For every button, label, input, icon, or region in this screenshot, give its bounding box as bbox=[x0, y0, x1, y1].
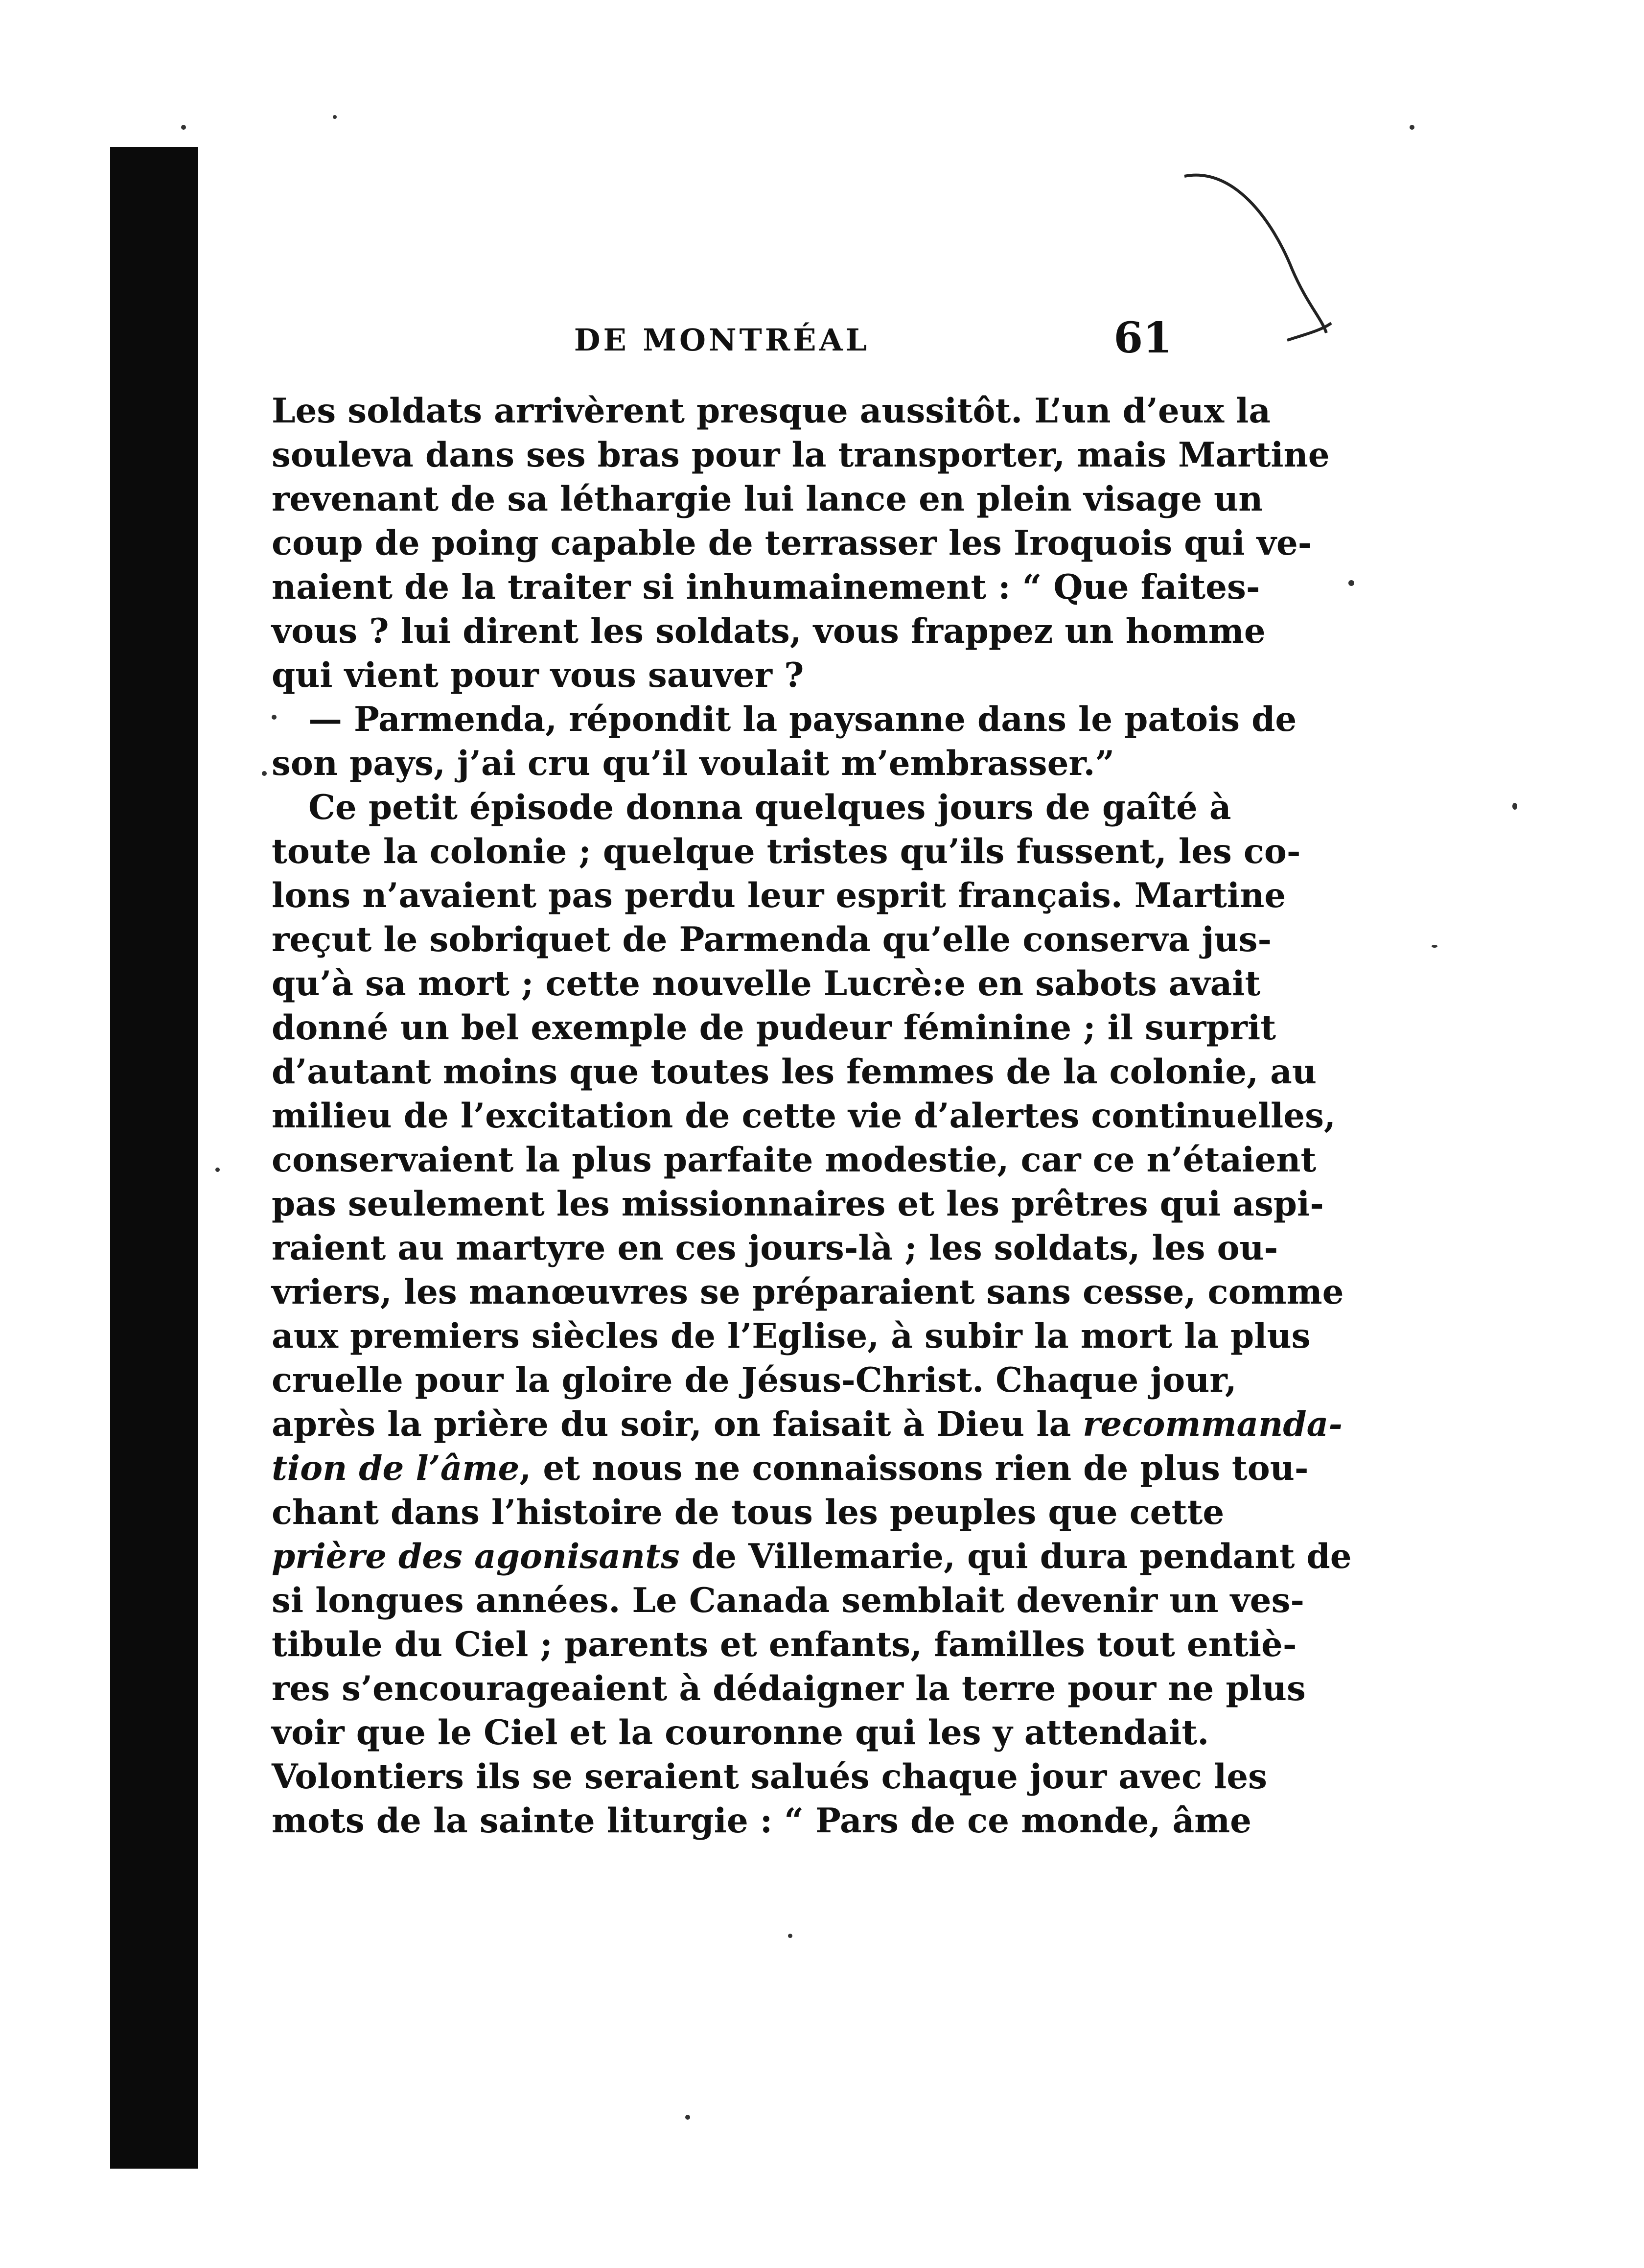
text-run: de Villemarie, qui dura pendant de bbox=[679, 1537, 1352, 1576]
body-text bbox=[272, 389, 1352, 1843]
scan-speck bbox=[181, 125, 186, 130]
pencil-mark-corner bbox=[1175, 162, 1336, 343]
text-line: cruelle pour la gloire de Jésus-Christ. Chaque jour, bbox=[272, 1360, 1237, 1400]
text-line: coup de poing capable de terrasser les Iroquois qui ve- bbox=[272, 523, 1312, 563]
text-run: , et nous ne connaissons rien de plus tou- bbox=[519, 1449, 1309, 1488]
scan-speck bbox=[215, 1168, 220, 1172]
page-header bbox=[272, 313, 1172, 377]
scan-speck bbox=[333, 115, 337, 119]
text-line: milieu de l’excitation de cette vie d’alertes continuelles, bbox=[272, 1096, 1336, 1136]
text-line: qui vient pour vous sauver ? bbox=[272, 655, 804, 695]
text-line: souleva dans ses bras pour la transporter, mais Martine bbox=[272, 435, 1330, 475]
text-line: Ce petit épisode donna quelques jours de gaîté à bbox=[308, 788, 1231, 827]
text-line: donné un bel exemple de pudeur féminine ; il surprit bbox=[272, 1008, 1276, 1048]
scan-speck bbox=[1432, 945, 1437, 948]
text-line: — Parmenda, répondit la paysanne dans le patois de bbox=[308, 700, 1297, 739]
running-head: DE MONTRÉAL bbox=[574, 322, 870, 358]
text-line: si longues années. Le Canada semblait devenir un ves- bbox=[272, 1581, 1305, 1620]
scan-speck bbox=[1512, 803, 1517, 810]
text-run: après la prière du soir, on faisait à Dieu la bbox=[272, 1404, 1083, 1444]
text-line: raient au martyre en ces jours-là ; les soldats, les ou- bbox=[272, 1228, 1278, 1268]
italic-run: prière des agonisants bbox=[272, 1537, 680, 1576]
text-line bbox=[272, 1447, 1309, 1491]
text-line: revenant de sa léthargie lui lance en plein visage un bbox=[272, 479, 1263, 519]
scan-speck bbox=[685, 2115, 690, 2120]
text-line: res s’encourageaient à dédaigner la terre pour ne plus bbox=[272, 1669, 1306, 1708]
text-line: vous ? lui dirent les soldats, vous frappez un homme bbox=[272, 611, 1266, 651]
page-number: 61 bbox=[1113, 313, 1172, 363]
scan-speck bbox=[1348, 580, 1354, 586]
text-line: tibule du Ciel ; parents et enfants, familles tout entiè- bbox=[272, 1625, 1297, 1664]
scan-speck bbox=[262, 771, 267, 776]
text-line: aux premiers siècles de l’Eglise, à subir la mort la plus bbox=[272, 1316, 1311, 1356]
scan-speck bbox=[1410, 125, 1414, 130]
text-line: lons n’avaient pas perdu leur esprit français. Martine bbox=[272, 876, 1286, 915]
text-line: toute la colonie ; quelque tristes qu’ils fussent, les co- bbox=[272, 832, 1301, 871]
text-line: Les soldats arrivèrent presque aussitôt. L’un d’eux la bbox=[272, 391, 1271, 431]
scanned-binding-shadow bbox=[110, 147, 198, 2169]
text-line: naient de la traiter si inhumainement : “ Que faites- bbox=[272, 567, 1260, 607]
text-line: qu’à sa mort ; cette nouvelle Lucrè:e en sabots avait bbox=[272, 964, 1261, 1004]
text-line: voir que le Ciel et la couronne qui les y attendait. bbox=[272, 1713, 1209, 1753]
italic-run: recommanda- bbox=[1083, 1404, 1343, 1444]
text-line: d’autant moins que toutes les femmes de la colonie, au bbox=[272, 1052, 1317, 1092]
scan-speck bbox=[788, 1934, 792, 1938]
text-line: reçut le sobriquet de Parmenda qu’elle conserva jus- bbox=[272, 920, 1272, 959]
text-line: son pays, j’ai cru qu’il voulait m’embrasser.” bbox=[272, 744, 1115, 783]
text-line: chant dans l’histoire de tous les peuples que cette bbox=[272, 1493, 1225, 1532]
text-line: vriers, les manœuvres se préparaient sans cesse, comme bbox=[272, 1272, 1344, 1312]
text-line bbox=[272, 1403, 1343, 1447]
text-line: Volontiers ils se seraient salués chaque jour avec les bbox=[272, 1757, 1268, 1797]
text-line: mots de la sainte liturgie : “ Pars de ce monde, âme bbox=[272, 1801, 1252, 1841]
italic-run: tion de l’âme bbox=[272, 1449, 520, 1488]
text-line bbox=[272, 1535, 1352, 1579]
text-line: pas seulement les missionnaires et les prêtres qui aspi- bbox=[272, 1184, 1324, 1224]
text-line: conservaient la plus parfaite modestie, car ce n’étaient bbox=[272, 1140, 1317, 1180]
